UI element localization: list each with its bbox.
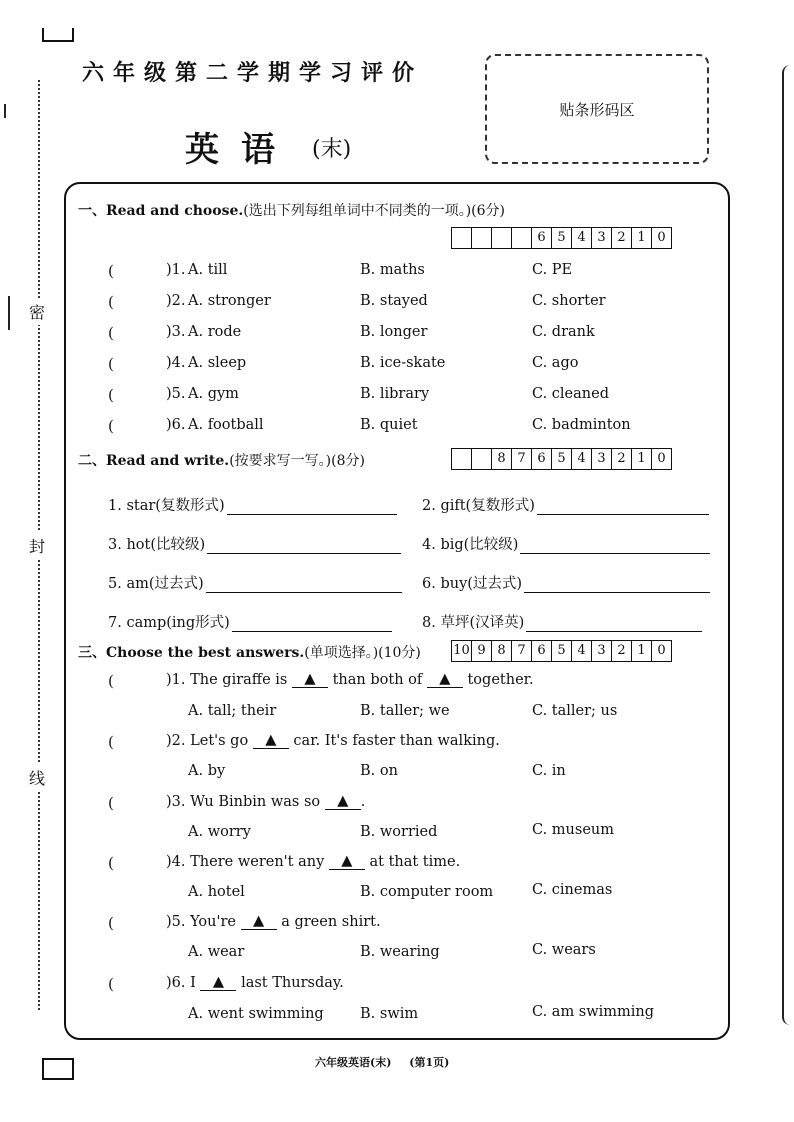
option-a: A. worry [188, 824, 251, 840]
footer-page-number: (第1页) [409, 1056, 450, 1069]
s2-item-6 [422, 572, 710, 593]
margin-tick-2 [8, 296, 10, 330]
answer-line[interactable] [207, 537, 401, 554]
question-part: The giraffe is [190, 672, 288, 688]
option-b: B. ice-skate [360, 355, 446, 371]
answer-paren[interactable]: ( [108, 975, 114, 993]
answer-paren[interactable]: ( [108, 794, 114, 812]
question-part: last Thursday. [241, 975, 344, 991]
question-text [166, 854, 460, 871]
s2-item-1 [108, 494, 397, 515]
question-number: )5. [166, 914, 186, 930]
option-c: C. taller; us [532, 703, 618, 719]
item-prompt: 4. big(比较级) [422, 537, 519, 553]
score-box[interactable]: 5 [551, 641, 571, 661]
corner-mark-bottom [42, 1058, 74, 1080]
s2-item-2 [422, 494, 709, 515]
score-box[interactable]: 2 [611, 449, 631, 469]
item-prompt: 5. am(过去式) [108, 576, 204, 592]
blank-mark: ▲ [241, 913, 277, 930]
option-b: B. stayed [360, 293, 428, 309]
section3-title [78, 642, 421, 662]
binding-char-xian: 线 [29, 764, 45, 791]
question-part: together. [467, 672, 534, 688]
question-number: )3. [166, 794, 186, 810]
answer-paren[interactable]: ( [108, 914, 114, 932]
blank-mark: ▲ [427, 671, 463, 688]
question-number: )1. [166, 672, 186, 688]
option-c: C. in [532, 763, 566, 779]
option-c: C. badminton [532, 417, 631, 433]
item-prompt: 1. star(复数形式) [108, 498, 225, 514]
option-a: A. rode [188, 324, 242, 340]
score-box[interactable]: 2 [611, 228, 631, 248]
section1-title [78, 200, 505, 220]
question-number: )2. [166, 733, 186, 749]
score-box[interactable] [491, 228, 511, 248]
score-box[interactable] [511, 228, 531, 248]
question-number: )4. [166, 854, 186, 870]
answer-line[interactable] [232, 615, 392, 632]
score-box[interactable]: 4 [571, 228, 591, 248]
item-prompt: 6. buy(过去式) [422, 576, 523, 592]
score-box[interactable] [471, 449, 491, 469]
score-box[interactable]: 8 [491, 449, 511, 469]
answer-paren[interactable]: ( [108, 417, 114, 435]
blank-mark: ▲ [292, 671, 328, 688]
score-box[interactable]: 7 [511, 641, 531, 661]
question-text [166, 794, 365, 811]
subject-title: 英语 [185, 130, 297, 170]
option-a: A. tall; their [188, 703, 277, 719]
answer-paren[interactable]: ( [108, 324, 114, 342]
question-number: )6. [166, 975, 186, 991]
question-text [166, 672, 534, 689]
score-box[interactable]: 1 [631, 228, 651, 248]
question-part: at that time. [369, 854, 461, 870]
s2-item-4 [422, 533, 710, 554]
margin-tick-1 [4, 104, 6, 118]
option-b: B. computer room [360, 884, 494, 900]
option-a: A. wear [188, 944, 245, 960]
option-c: C. shorter [532, 293, 606, 309]
question-part: car. It's faster than walking. [293, 733, 500, 749]
page-footer [315, 1054, 449, 1070]
barcode-label: 贴条形码区 [559, 100, 635, 119]
s2-item-5 [108, 572, 402, 593]
option-a: A. went swimming [188, 1006, 324, 1022]
option-b: B. longer [360, 324, 428, 340]
option-b: B. library [360, 386, 430, 402]
option-a: A. sleep [188, 355, 247, 371]
score-box[interactable]: 3 [591, 228, 611, 248]
option-b: B. wearing [360, 944, 440, 960]
answer-line[interactable] [520, 537, 710, 554]
question-part: Let's go [190, 733, 249, 749]
binding-char-mi: 密 [29, 298, 45, 325]
option-b: B. worried [360, 824, 438, 840]
option-b: B. taller; we [360, 703, 450, 719]
score-box[interactable] [471, 228, 491, 248]
question-text [166, 733, 500, 750]
answer-line[interactable] [537, 498, 709, 515]
answer-line[interactable] [227, 498, 397, 515]
section3-score-boxes [451, 640, 672, 662]
question-part: There weren't any [190, 854, 325, 870]
answer-paren[interactable]: ( [108, 854, 114, 872]
answer-line[interactable] [206, 576, 402, 593]
question-number: )3. [166, 324, 186, 340]
blank-mark: ▲ [253, 732, 289, 749]
section3-instruction: (单项选择。)(10分) [304, 645, 421, 661]
answer-paren[interactable]: ( [108, 262, 114, 280]
option-b: B. maths [360, 262, 425, 278]
item-prompt: 3. hot(比较级) [108, 537, 206, 553]
item-prompt: 7. camp(ing形式) [108, 615, 230, 631]
question-text [166, 914, 381, 931]
option-c: C. drank [532, 324, 595, 340]
option-c: C. am swimming [532, 1004, 655, 1020]
option-a: A. hotel [188, 884, 245, 900]
score-box[interactable] [452, 228, 471, 248]
score-box[interactable]: 6 [531, 228, 551, 248]
answer-line[interactable] [524, 576, 710, 593]
item-prompt: 2. gift(复数形式) [422, 498, 535, 514]
score-box[interactable]: 5 [551, 228, 571, 248]
section2-instruction: (按要求写一写。)(8分) [229, 453, 365, 469]
section2-title [78, 450, 365, 470]
section1-score-boxes [451, 227, 672, 249]
question-number: )5. [166, 386, 186, 402]
barcode-area [485, 54, 709, 164]
score-box[interactable]: 1 [631, 641, 651, 661]
score-box[interactable]: 9 [471, 641, 491, 661]
score-box[interactable]: 2 [611, 641, 631, 661]
item-prompt: 8. 草坪(汉译英) [422, 615, 525, 631]
question-text [166, 975, 344, 992]
score-box[interactable]: 3 [591, 449, 611, 469]
score-box[interactable]: 8 [491, 641, 511, 661]
footer-label: 六年级英语(末) [315, 1056, 392, 1069]
option-c: C. cleaned [532, 386, 609, 402]
question-part: I [190, 975, 196, 991]
answer-paren[interactable]: ( [108, 672, 114, 690]
score-box[interactable]: 1 [631, 449, 651, 469]
option-c: C. museum [532, 822, 614, 838]
option-c: C. wears [532, 942, 596, 958]
score-box[interactable]: 4 [571, 641, 591, 661]
binding-char-feng: 封 [29, 532, 45, 559]
score-box[interactable]: 6 [531, 641, 551, 661]
option-a: A. football [188, 417, 264, 433]
corner-mark-top [42, 28, 74, 42]
s2-item-7 [108, 611, 392, 632]
option-c: C. cinemas [532, 882, 613, 898]
blank-mark: ▲ [329, 853, 365, 870]
question-part: a green shirt. [281, 914, 381, 930]
answer-paren[interactable]: ( [108, 293, 114, 311]
blank-mark: ▲ [200, 974, 236, 991]
blank-mark: ▲ [325, 793, 361, 810]
score-box[interactable]: 4 [571, 449, 591, 469]
question-part: . [360, 794, 366, 810]
score-box[interactable]: 7 [511, 449, 531, 469]
right-border-line [782, 65, 794, 1025]
score-box[interactable]: 3 [591, 641, 611, 661]
section1-instruction: (选出下列每组单词中不同类的一项。)(6分) [243, 203, 505, 219]
answer-paren[interactable]: ( [108, 355, 114, 373]
score-box[interactable] [452, 449, 471, 469]
section2-heading: 二、Read and write. [78, 453, 230, 469]
s2-item-8 [422, 611, 702, 632]
question-part: Wu Binbin was so [190, 794, 321, 810]
option-a: A. till [188, 262, 228, 278]
option-a: A. stronger [188, 293, 271, 309]
question-part: than both of [332, 672, 423, 688]
score-box[interactable]: 0 [651, 228, 671, 248]
option-c: C. ago [532, 355, 579, 371]
question-number: )6. [166, 417, 186, 433]
option-b: B. swim [360, 1006, 419, 1022]
option-a: A. by [188, 763, 226, 779]
option-a: A. gym [188, 386, 239, 402]
score-box[interactable]: 0 [651, 641, 671, 661]
answer-line[interactable] [526, 615, 702, 632]
exam-title: 六年级第二学期学习评价 [82, 60, 424, 86]
subject-suffix: (末) [312, 137, 352, 162]
section1-heading: 一、Read and choose. [78, 203, 244, 219]
section3-heading: 三、Choose the best answers. [78, 645, 305, 661]
option-b: B. quiet [360, 417, 418, 433]
question-part: You're [190, 914, 236, 930]
question-number: )2. [166, 293, 186, 309]
score-box[interactable]: 5 [551, 449, 571, 469]
question-number: )4. [166, 355, 186, 371]
s2-item-3 [108, 533, 401, 554]
answer-paren[interactable]: ( [108, 386, 114, 404]
score-box[interactable]: 6 [531, 449, 551, 469]
section2-score-boxes [451, 448, 672, 470]
answer-paren[interactable]: ( [108, 733, 114, 751]
option-b: B. on [360, 763, 398, 779]
score-box[interactable]: 10 [453, 643, 470, 658]
score-box[interactable]: 0 [651, 449, 671, 469]
option-c: C. PE [532, 262, 573, 278]
question-number: )1. [166, 262, 186, 278]
